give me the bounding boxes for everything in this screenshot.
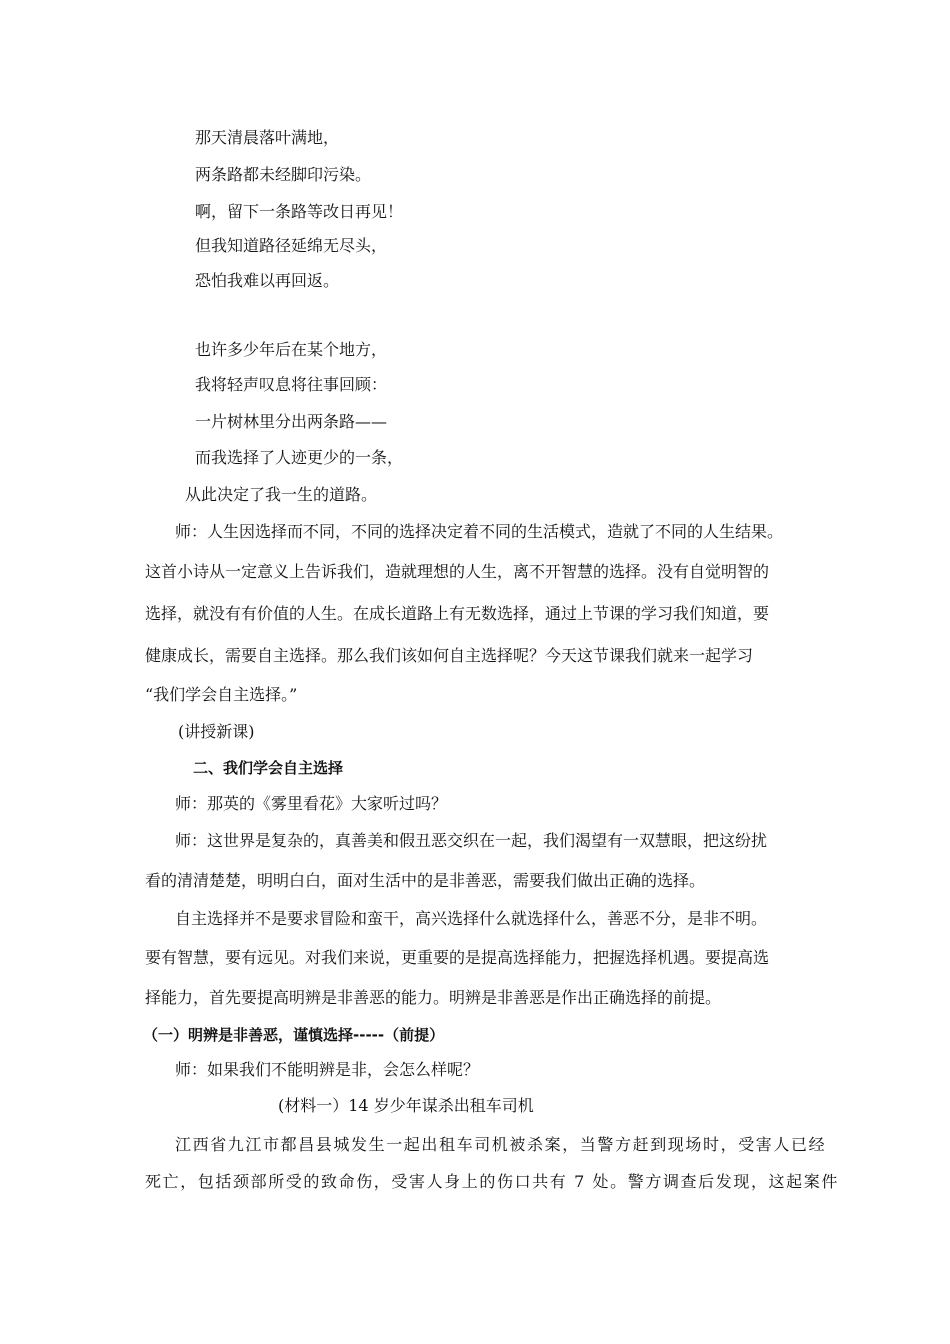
poem-line: 而我选择了人迹更少的一条，: [195, 448, 404, 467]
poem-line: 也许多少年后在某个地方，: [195, 340, 388, 359]
paragraph-line: 师：人生因选择而不同，不同的选择决定着不同的生活模式，造就了不同的人生结果。: [175, 522, 784, 541]
poem-line: 我将轻声叹息将往事回顾：: [195, 375, 388, 394]
teacher-question: 师：那英的《雾里看花》大家听过吗？: [175, 794, 448, 813]
paragraph-line: 师：这世界是复杂的，真善美和假丑恶交织在一起，我们渴望有一双慧眼，把这纷扰: [175, 831, 768, 850]
paragraph-line: 健康成长，需要自主选择。那么我们该如何自主选择呢？今天这节课我们就来一起学习: [145, 646, 754, 665]
poem-line: 那天清晨落叶满地，: [195, 128, 340, 147]
material-line: 死亡，包括颈部所受的致命伤，受害人身上的伤口共有 7 处。警方调查后发现，这起案件: [145, 1172, 839, 1191]
poem-line: 一片树林里分出两条路——: [195, 412, 388, 431]
teacher-question: 师：如果我们不能明辨是非，会怎么样呢？: [175, 1060, 480, 1079]
poem-line: 恐怕我难以再回返。: [195, 271, 340, 290]
paragraph-line: 选择，就没有有价值的人生。在成长道路上有无数选择，通过上节课的学习我们知道，要: [145, 604, 770, 623]
poem-line: 从此决定了我一生的道路。: [185, 485, 378, 504]
lecture-note: (讲授新课): [178, 722, 255, 741]
material-title: (材料一）14 岁少年谋杀出租车司机: [278, 1096, 534, 1115]
paragraph-line: 看的清清楚楚，明明白白，面对生活中的是非善恶，需要我们做出正确的选择。: [145, 871, 706, 890]
paragraph-line: 这首小诗从一定意义上告诉我们，造就理想的人生，离不开智慧的选择。没有自觉明智的: [145, 562, 770, 581]
poem-line: 两条路都未经脚印污染。: [195, 165, 372, 184]
section-heading: 二、我们学会自主选择: [193, 759, 344, 777]
subheading: （一）明辨是非善恶，谨慎选择-----（前提）: [143, 1026, 445, 1044]
paragraph-line: “我们学会自主选择。”: [145, 685, 298, 704]
paragraph-line: 要有智慧，要有远见。对我们来说，更重要的是提高选择能力，把握选择机遇。要提高选: [145, 948, 770, 967]
poem-line: 但我知道路径延绵无尽头，: [195, 236, 388, 255]
paragraph-line: 择能力，首先要提高明辨是非善恶的能力。明辨是非善恶是作出正确选择的前提。: [145, 988, 722, 1007]
paragraph-line: 自主选择并不是要求冒险和蛮干，高兴选择什么就选择什么，善恶不分，是非不明。: [175, 909, 768, 928]
poem-line: 啊，留下一条路等改日再见！: [195, 202, 404, 221]
material-line: 江西省九江市都昌县城发生一起出租车司机被杀案，当警方赶到现场时，受害人已经: [175, 1135, 827, 1154]
